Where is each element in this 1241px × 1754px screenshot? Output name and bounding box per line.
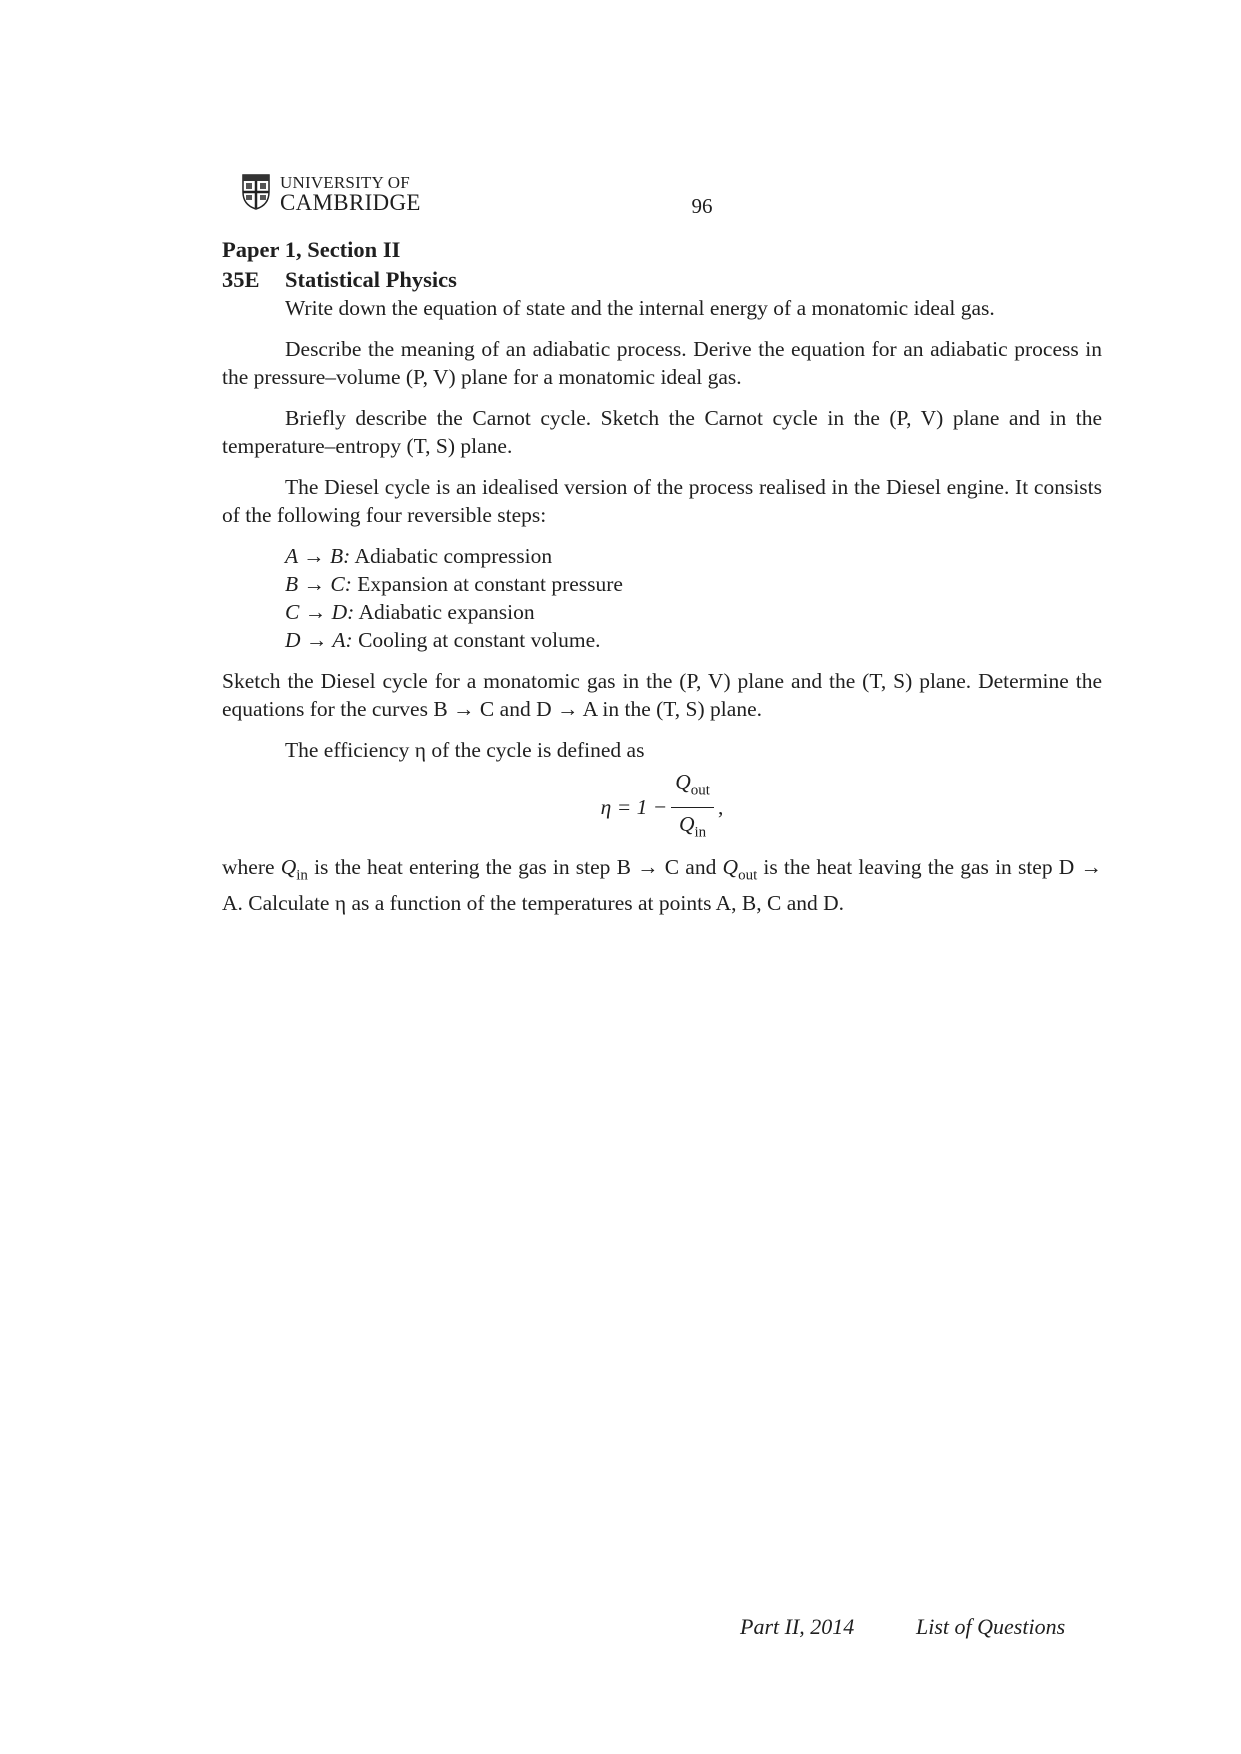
- para7-part-b: is the heat entering the gas in step B → C and: [307, 855, 723, 879]
- paragraph-7: [222, 853, 1102, 917]
- step-text: Cooling at constant volume.: [358, 628, 601, 652]
- denominator-subscript: in: [694, 823, 707, 840]
- step-item: [285, 598, 1102, 626]
- paragraph-5: Sketch the Diesel cycle for a monatomic gas in the (P, V) plane and the (T, S) plane. Determine the equations for the curves B → C and D → A in the (T, S) plane.: [222, 669, 1102, 721]
- numerator-symbol: Q: [675, 770, 691, 795]
- logo-line-1: UNIVERSITY OF: [280, 173, 410, 192]
- q-out-subscript: out: [738, 867, 758, 884]
- q-in-symbol: Q: [280, 855, 297, 879]
- footer-part: Part II, 2014: [740, 1614, 855, 1639]
- question-content: [222, 236, 1102, 930]
- cambridge-crest-icon: [242, 174, 270, 210]
- denominator-symbol: Q: [678, 811, 695, 836]
- university-logo: [242, 174, 421, 214]
- step-item: [285, 570, 1102, 598]
- question-heading: [222, 266, 1102, 294]
- paragraph-2: Describe the meaning of an adiabatic process. Derive the equation for an adiabatic process in the pressure–volume (P, V) plane for a monatomic ideal gas.: [222, 337, 1102, 389]
- fraction-numerator: [671, 768, 714, 807]
- step-label: D → A:: [285, 628, 353, 652]
- paragraph-6: The efficiency η of the cycle is defined as: [285, 738, 645, 762]
- equation-fraction: [671, 768, 714, 846]
- step-text: Expansion at constant pressure: [357, 572, 623, 596]
- efficiency-equation: [222, 770, 1102, 840]
- numerator-subscript: out: [690, 782, 710, 799]
- step-label: B → C:: [285, 572, 352, 596]
- footer-list-of-questions: List of Questions: [916, 1614, 1066, 1639]
- diesel-steps-list: [285, 542, 1102, 654]
- fraction-denominator: [675, 808, 710, 846]
- logo-line-2: CAMBRIDGE: [280, 190, 421, 215]
- q-in-subscript: in: [296, 867, 308, 884]
- step-text: Adiabatic expansion: [358, 600, 535, 624]
- page-header: [242, 174, 1122, 224]
- paragraph-3: Briefly describe the Carnot cycle. Sketch the Carnot cycle in the (P, V) plane and in the temperature–entropy (T, S) plane.: [222, 406, 1102, 458]
- equation-trailing-comma: ,: [717, 795, 724, 819]
- step-text: Adiabatic compression: [354, 544, 553, 568]
- step-item: [285, 626, 1102, 654]
- q-out-symbol: Q: [722, 855, 739, 879]
- paragraph-1: Write down the equation of state and the internal energy of a monatomic ideal gas.: [285, 296, 995, 320]
- paragraph-4: The Diesel cycle is an idealised version of the process realised in the Diesel engine. It consists of the following four reversible steps:: [222, 475, 1102, 527]
- step-label: C → D:: [285, 600, 355, 624]
- para7-part-c: is the heat leaving the gas in step D → A. Calculate η as a function of the temperatures at points A, B, C and D.: [222, 855, 1102, 916]
- step-item: [285, 542, 1102, 570]
- question-number: 35E: [222, 267, 260, 292]
- page-number: 96: [691, 194, 713, 218]
- equation-lhs: η = 1 −: [600, 795, 668, 819]
- step-label: A → B:: [285, 544, 351, 568]
- question-title: Statistical Physics: [285, 267, 457, 292]
- paper-title: Paper 1, Section II: [222, 237, 401, 262]
- para7-part-a: where: [222, 855, 281, 879]
